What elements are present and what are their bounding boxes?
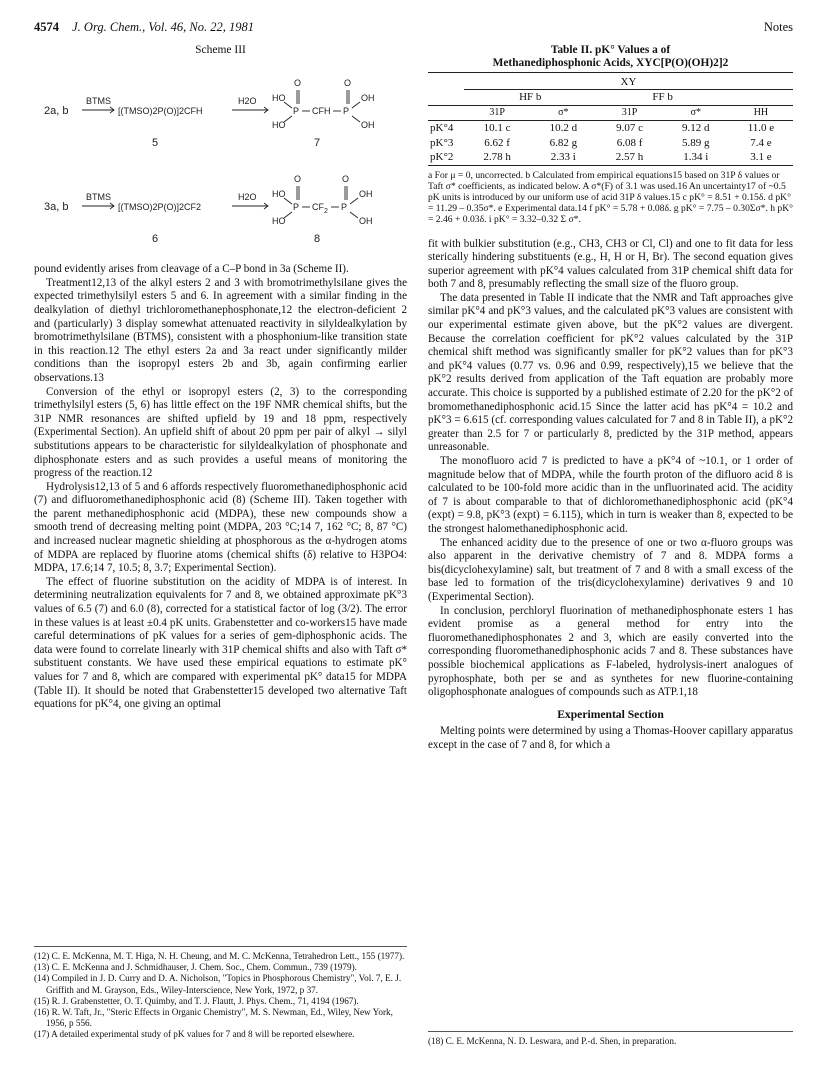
atom-label: O [342, 173, 350, 184]
left-paragraph-1: pound evidently arises from cleavage of a C–P bond in 3a (Scheme II). [34, 263, 349, 276]
left-paragraph-5: The effect of fluorine substitution on the acidity of MDPA is of interest. In determining neutralization equivalents for 7 and 8, we obtained approximate pK°3 values of 6.5 (7) and 6.0 (8), corrected for a statistical factor of log (3/2). The error in these values is at least ±0.4 pK units. Grabenstetter and co-workers15 have made careful determinations of pK values for a series of gem-diphosphonic acids. The data were found to correlate linearly with 31P chemical shifts and also with Taft σ* substituent constants. We have used these empirical equations to estimate pK° values for 7 and 8, which are compared with experimental pK° data15 for MDPA (Table II). It should be noted that Grabenstetter15 developed two alternative Taft equations for pK°4, one giving an optimal [34, 575, 407, 711]
atom-label: OH [359, 215, 373, 226]
atom-label: HO [272, 92, 286, 103]
bond [284, 116, 292, 122]
group-hf: HF b [464, 90, 596, 106]
table-cell: 10.1 c [483, 122, 511, 134]
left-paragraph-2: Treatment12,13 of the alkyl esters 2 and 3 with bromotrimethylsilane gives the expected trimethylsilyl esters 5 and 6. In agreement with a similar finding in the dealkylation of diethyl trichloromethanephosphonate,12 the electron-deficient 2 and (particularly) 3 display somewhat attenuated reactivity in silyldealkylation by bromotrimethylsilane (BTMS), consistent with a phosphonium-like transition state in this reaction.12 The ethyl esters 2a and 3a react under significantly milder conditions than the isopropyl esters 2b and 3b, again confirming earlier observations.13 [34, 276, 407, 384]
atom-label: OH [359, 188, 373, 199]
table-caption-line-2: Methanediphosphonic Acids, XYC[P(O)(OH)2]2 [492, 57, 729, 69]
table-cell: 7.4 e [750, 136, 772, 149]
footnote: (15) R. J. Grabenstetter, O. T. Quimby, and T. J. Flautt, J. Phys. Chem., 71, 4194 (1967). [34, 995, 359, 1006]
right-paragraph-5: In conclusion, perchloryl fluorination of methanediphosphonate esters 1 has evident promise as a general method for entry into the fluoromethanediphosphonates 2 and 3, which are easily converted into the corresponding fluoromethanediphosphonic acids 7 and 8. These substances have possible biochemical applications as F-labeled, hydrolysis-inert analogues of pyrophosphate, both per se and as synthetes for new fluorine-containing oligophosphonate analogues of compounds such as ATP.1,18 [428, 604, 793, 699]
pk-values-table [428, 72, 793, 166]
atom-label: P [293, 105, 300, 116]
running-head-left [34, 20, 254, 35]
column-header: 31P [464, 105, 530, 121]
reagent-water: H2O [238, 191, 257, 202]
journal-citation: J. Org. Chem., Vol. 46, No. 22, 1981 [72, 20, 254, 34]
scheme-diagram [34, 62, 407, 255]
footnote: (14) Compiled in J. D. Curry and D. A. Nicholson, "Topics in Phosphorous Chemistry", Vol. 7, E. J. Griffith and M. Grayson, Eds., Wiley-Interscience, New York, 1972, p 37. [34, 973, 402, 995]
right-paragraph-1: fit with bulkier substitution (e.g., CH3, CH3 or Cl, Cl) and one to fit data for less sterically hindering substituents (e.g., H, H or H, Br). The second equation gives superior agreement with pK°4 values calculated from 31P chemical shift data for both 7 and 8, presumably reflecting the small size of the fluoro group. [428, 237, 793, 291]
footnote: (17) A detailed experimental study of pK values for 7 and 8 will be reported elsewhere. [34, 1029, 355, 1040]
intermediate-formula: [(TMSO)2P(O)]2CF2 [118, 201, 202, 212]
atom-subscript: 2 [324, 207, 328, 215]
column-header: HH [729, 105, 793, 121]
reagent-btms: BTMS [86, 191, 112, 202]
xy-header: XY [620, 75, 637, 88]
footnote: (16) R. W. Taft, Jr., "Steric Effects in Organic Chemistry", M. S. Newman, Ed., Wiley, New York, 1956, p 556. [34, 1007, 393, 1029]
left-paragraph-4: Hydrolysis12,13 of 5 and 6 affords respectively fluoromethanediphosphonic acid (7) and difluoromethanediphosphonic acid (8) (Scheme III). Taken together with the parent methanediphosphonic acid (MDPA), these new compounds show a smooth trend of decreasing melting point (MDPA, 203 °C;14 7, 162 °C; 8, 87 °C) and increased nuclear magnetic shielding at phosphorous as the α-hydrogen atoms of MDPA are replaced by fluorine atoms (chemical shifts (δ) relative to H3PO4: MDPA, 17.6;14 7, 10.5; 8, 3.7; Experimental Section). [34, 480, 407, 575]
right-footnote: (18) C. E. McKenna, N. D. Leswara, and P.-d. Shen, in preparation. [428, 1031, 793, 1046]
table-cell: 2.57 h [596, 150, 662, 165]
table-cell: 3.1 e [729, 150, 793, 165]
scheme-row-2 [44, 174, 373, 245]
table-caption [428, 44, 793, 70]
atom-label: O [344, 77, 352, 88]
row-label: pK°2 [428, 150, 464, 165]
atom-label: HO [272, 188, 286, 199]
footnote: (13) C. E. McKenna and J. Schmidhauser, J. Chem. Soc., Chem. Commun., 739 (1979). [34, 962, 357, 973]
table-cell: 2.78 h [464, 150, 530, 165]
atom-label: P [343, 105, 350, 116]
running-head [34, 20, 793, 38]
atom-label: P [293, 201, 300, 212]
right-paragraph-3: The monofluoro acid 7 is predicted to have a pK°4 of ~10.1, or 1 order of magnitude below that of MDPA, while the fourth proton of the difluoro acid 8 is calculated to be 100-fold more acidic than in the unfluorinated acid. The acidity of 7 is about comparable to that of dichloromethanediphosphonic acid (pK°4 (expt) = 9.8, pK°3 (expt) = 6.115), which in turn is weaker than 8, expected to be the strongest halomethanediphosphonic acid. [428, 455, 793, 535]
page-number: 4574 [34, 20, 59, 34]
reagent-btms: BTMS [86, 95, 112, 106]
scheme-start-3ab: 3a, b [44, 200, 69, 213]
table-notes: a For μ = 0, uncorrected. b Calculated from empirical equations15 based on 31P δ values or Taft σ* coefficients, as indicated below. A σ*(F) of 3.1 was used.16 An uncertainty17 of ~0.5 pK units is introduced by our uniform use of acid 31P δ values.15 c pK° = 8.51 + 0.15δ. d pK° = 11.29 – 0.35σ*. e Experimental data.14 f pK° = 5.78 + 0.08δ. g pK° = 7.75 – 0.30Σσ*. h pK° = 2.46 + 0.03δ. i pK° = 3.32–0.32 Σ σ*. [428, 169, 793, 226]
table-row [428, 121, 793, 136]
scheme-row-1 [44, 78, 375, 149]
section-name: Notes [763, 20, 793, 34]
atom-label: P [341, 201, 348, 212]
atom-label: OH [361, 119, 375, 130]
bond [350, 212, 358, 218]
reagent-water: H2O [238, 95, 257, 106]
row-label: pK°3 [430, 136, 454, 149]
atom-label: O [294, 77, 302, 88]
table-cell: 2.33 i [530, 150, 596, 165]
row-label: pK°4 [430, 122, 454, 134]
right-paragraph-4: The enhanced acidity due to the presence of one or two α-fluoro groups was also apparent in the derivative chemistry of 7 and 8. MDPA forms a bis(dicyclohexylamine) salt, but treatment of 7 and 8 with a small excess of the base led to formation of the tris(dicyclohexylamine) derivatives 9 and 10 (Experimental Section). [428, 536, 793, 603]
table-cell: 10.2 d [549, 122, 578, 134]
table-cell: 9.07 c [616, 122, 643, 134]
table-cell: 6.82 g [549, 136, 578, 149]
section-heading: Experimental Section [557, 707, 664, 721]
table-row [428, 136, 793, 151]
left-column [34, 44, 407, 712]
right-paragraph-2: The data presented in Table II indicate that the NMR and Taft approaches give similar pK°4 and pK°3 values, and the calculated pK°3 values are consistent with our experimental estimate given above, but the pK°2 values are divergent. Because the correlation coefficient for pK°2 values calculated by the 31P chemical shift method was significantly smaller for pK°2 values than for pK°3 and pK°4 values (0.77 vs. 0.96 and 0.99, respectively),15 we believe that the pK°2 results derived from application of the Taft equation are probably more accurate. This choice is supported by a published estimate of 2.20 for the pK°2 of bromomethanediphosphonic acid.15 Since the latter acid has pK°4 = 10.2 and pK°3 = 6.615 (cf. corresponding values calculated for 7 and 8 in Table II), a pK°2 greater than 2.5 for 7 or particularly 8, predicted by the 31P method, appears unreasonable. [428, 291, 793, 454]
compound-label-6: 6 [152, 232, 159, 245]
bond [352, 102, 360, 108]
bond [350, 198, 358, 204]
bond [284, 102, 292, 108]
table-row [428, 150, 793, 165]
table-cell: 11.0 e [747, 122, 775, 134]
column-header: σ* [530, 105, 596, 121]
atom-label: OH [361, 92, 375, 103]
column-header: 31P [596, 105, 662, 121]
group-ff: FF b [596, 90, 728, 106]
bond [352, 116, 360, 122]
atom-label: O [294, 173, 302, 184]
atom-label: CFH [312, 105, 331, 116]
footnote: (12) C. E. McKenna, M. T. Higa, N. H. Cheung, and M. C. McKenna, Tetrahedron Lett., 155 (1977). [34, 951, 405, 961]
atom-label: HO [272, 215, 286, 226]
atom-label: HO [272, 119, 286, 130]
table-cell: 5.89 g [682, 136, 710, 149]
table-cell: 6.62 f [484, 136, 510, 149]
intermediate-formula: [(TMSO)2P(O)]2CFH [118, 105, 203, 116]
right-paragraph-6: Melting points were determined by using a Thomas-Hoover capillary apparatus except in the case of 7 and 8, for which a [428, 725, 793, 751]
compound-label-7: 7 [314, 136, 321, 149]
column-header: σ* [663, 105, 729, 121]
table-caption-line-1: Table II. pK° Values a of [550, 44, 671, 56]
bond [284, 198, 292, 204]
table-cell: 1.34 i [663, 150, 729, 165]
compound-label-8: 8 [314, 232, 321, 245]
compound-label-5: 5 [152, 136, 159, 149]
left-paragraph-3: Conversion of the ethyl or isopropyl esters (2, 3) to the corresponding trimethylsilyl esters (5, 6) has little effect on the 19F NMR chemical shifts, but the 31P NMR resonances are shifted upfield by 19 and 18 ppm, respectively (Experimental Section). An upfield shift of about 20 ppm per pair of alkyl → silyl substitutions appears to be characteristic for silyldealkylation of phosphonate and diphosphonate esters and as such provides a useful means of monitoring the progress of the reaction.12 [34, 385, 407, 480]
bond [284, 212, 292, 218]
scheme-start-2ab: 2a, b [44, 104, 69, 117]
footnotes [34, 946, 407, 1041]
table-cell: 9.12 d [682, 122, 710, 134]
table-cell: 6.08 f [616, 136, 643, 149]
right-column [428, 44, 793, 752]
atom-label: CF [312, 201, 324, 212]
scheme-title: Scheme III [195, 44, 246, 56]
